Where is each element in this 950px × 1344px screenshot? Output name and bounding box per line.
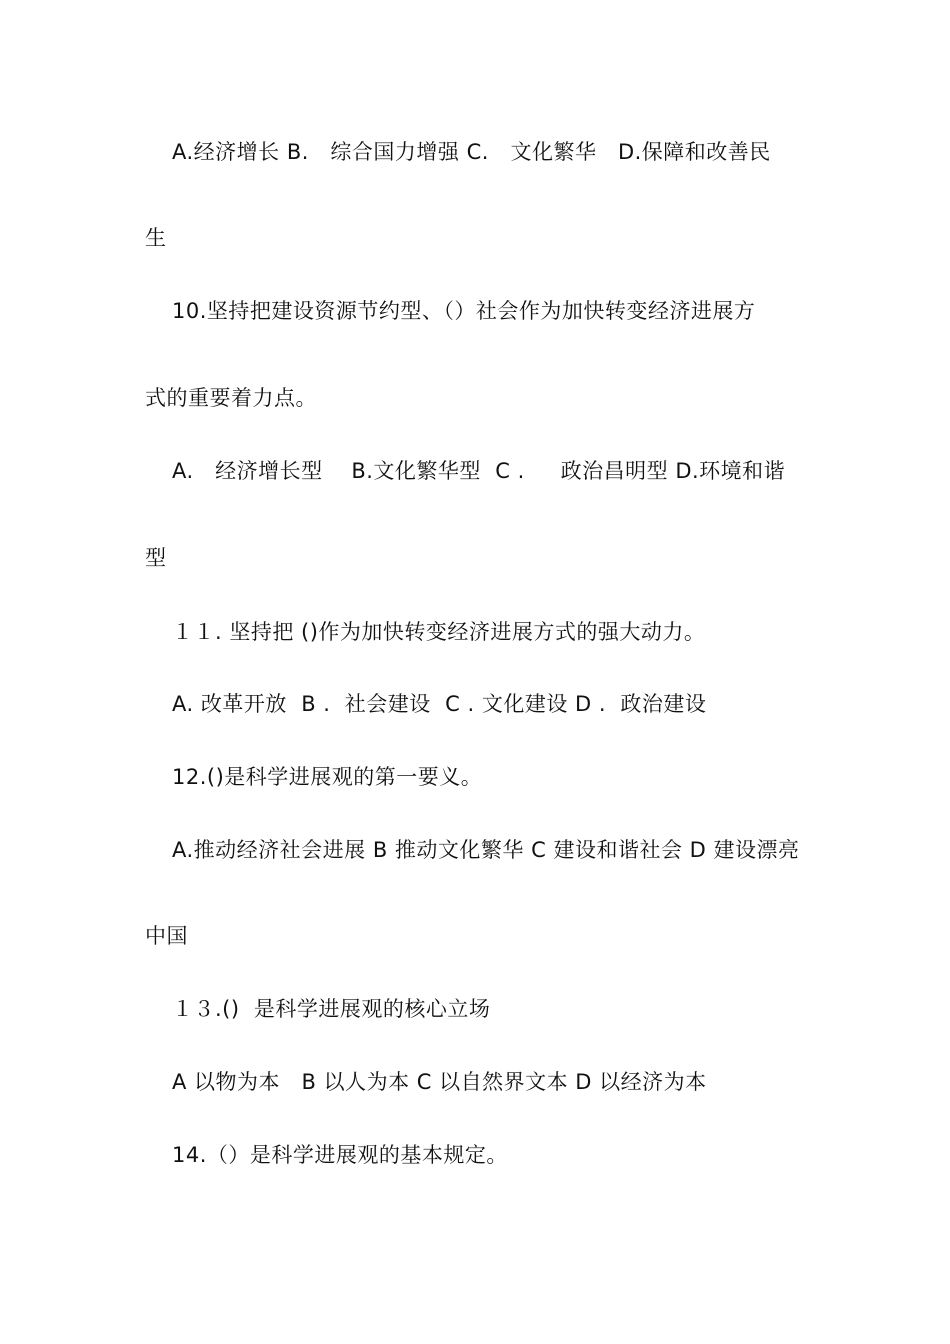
q14-stem: 14.（）是科学进展观的基本规定。 [172,1143,508,1167]
q11-options: A. 改革开放 B . 社会建设 C . 文化建设 D . 政治建设 [172,692,707,716]
q13-stem: １３.() 是科学进展观的核心立场 [172,997,491,1021]
q9-options-line-2: 生 [145,226,167,250]
q10-stem-line-2: 式的重要着力点。 [145,386,317,410]
q9-options-line-1: A.经济增长 B. 综合国力增强 C. 文化繁华 D.保障和改善民 [172,140,771,164]
q11-stem: １１. 坚持把 ()作为加快转变经济进展方式的强大动力。 [172,620,706,644]
q13-options: A 以物为本 B 以人为本 C 以自然界文本 D 以经济为本 [172,1070,707,1094]
q10-options-line-1: A. 经济增长型 B.文化繁华型 C . 政治昌明型 D.环境和谐 [172,459,786,483]
q12-options-line-2: 中国 [145,924,188,948]
q10-stem-line-1: 10.坚持把建设资源节约型、（）社会作为加快转变经济进展方 [172,299,756,323]
q10-options-line-2: 型 [145,546,167,570]
q12-options-line-1: A.推动经济社会进展 B 推动文化繁华 C 建设和谐社会 D 建设漂亮 [172,838,800,862]
q12-stem: 12.()是科学进展观的第一要义。 [172,765,483,789]
